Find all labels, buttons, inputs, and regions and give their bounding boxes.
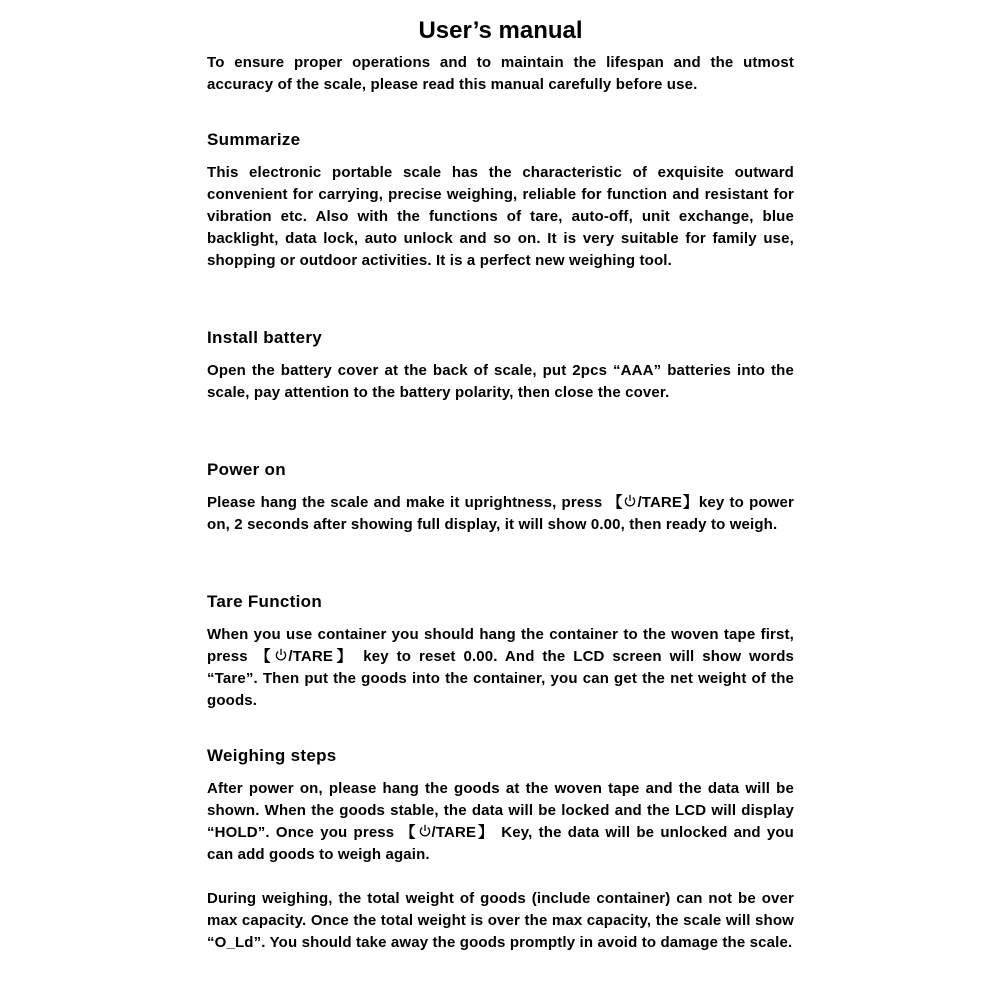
power-on-text-after: key to power on, 2 seconds after showing full display, it will show 0.00, then ready to weigh. xyxy=(207,494,795,533)
key-bracket-open: 【 xyxy=(255,648,275,665)
power-on-paragraph xyxy=(207,492,794,536)
power-icon xyxy=(624,494,636,508)
power-icon xyxy=(275,648,287,662)
key-bracket-close: 】 xyxy=(333,648,356,665)
weighing-text-after: Key, the data will be unlocked and you can add goods to weigh again. xyxy=(207,824,794,863)
tare-function-paragraph xyxy=(207,624,794,712)
summarize-paragraph: This electronic portable scale has the characteristic of exquisite outward convenient for carrying, precise weighing, reliable for function and resistant for vibration etc. Also with the functions of tare, auto-off, unit exchange, blue backlight, data lock, auto unlock and so on. It is very suitable for family use, shopping or outdoor activities. It is a perfect new weighing tool. xyxy=(207,164,794,269)
power-tare-key xyxy=(607,494,698,511)
tare-text-before: When you use container you should hang the container to the woven tape first, press xyxy=(207,626,794,665)
power-icon xyxy=(419,824,431,838)
weighing-steps-heading: Weighing steps xyxy=(207,746,337,765)
power-tare-key xyxy=(256,648,356,665)
key-bracket-open: 【 xyxy=(400,824,418,841)
page-title: User’s manual xyxy=(418,17,583,44)
power-tare-key xyxy=(400,824,495,841)
tare-text-after: key to reset 0.00. And the LCD screen will show words “Tare”. Then put the goods into the container, you can get the net weight of the goods. xyxy=(207,648,794,709)
weighing-capacity-paragraph: During weighing, the total weight of goods (include container) can not be over max capacity. Once the total weight is over the max capacity, the scale will show “O_Ld”. You should take away the goods promptly in avoid to damage the scale. xyxy=(207,890,794,951)
power-on-heading: Power on xyxy=(207,460,286,479)
install-battery-paragraph: Open the battery cover at the back of scale, put 2pcs “AAA” batteries into the scale, pay attention to the battery polarity, then close the cover. xyxy=(207,362,794,401)
key-bracket-close: 】 xyxy=(682,494,699,511)
tare-function-heading: Tare Function xyxy=(207,592,323,611)
key-bracket-open: 【 xyxy=(607,494,624,511)
weighing-steps-paragraph xyxy=(207,778,794,866)
power-on-text-before: Please hang the scale and make it uprightness, press xyxy=(207,494,608,511)
key-bracket-close: 】 xyxy=(476,824,496,841)
weighing-text-before: After power on, please hang the goods at the woven tape and the data will be shown. When the goods stable, the data will be locked and the LCD will display “HOLD”. Once you press xyxy=(207,780,794,841)
key-label: /TARE xyxy=(637,494,683,511)
summarize-heading: Summarize xyxy=(207,130,301,149)
key-label: /TARE xyxy=(288,648,334,665)
install-battery-heading: Install battery xyxy=(207,328,323,347)
intro-paragraph: To ensure proper operations and to maintain the lifespan and the utmost accuracy of the scale, please read this manual carefully before use. xyxy=(207,54,794,93)
key-label: /TARE xyxy=(431,824,477,841)
